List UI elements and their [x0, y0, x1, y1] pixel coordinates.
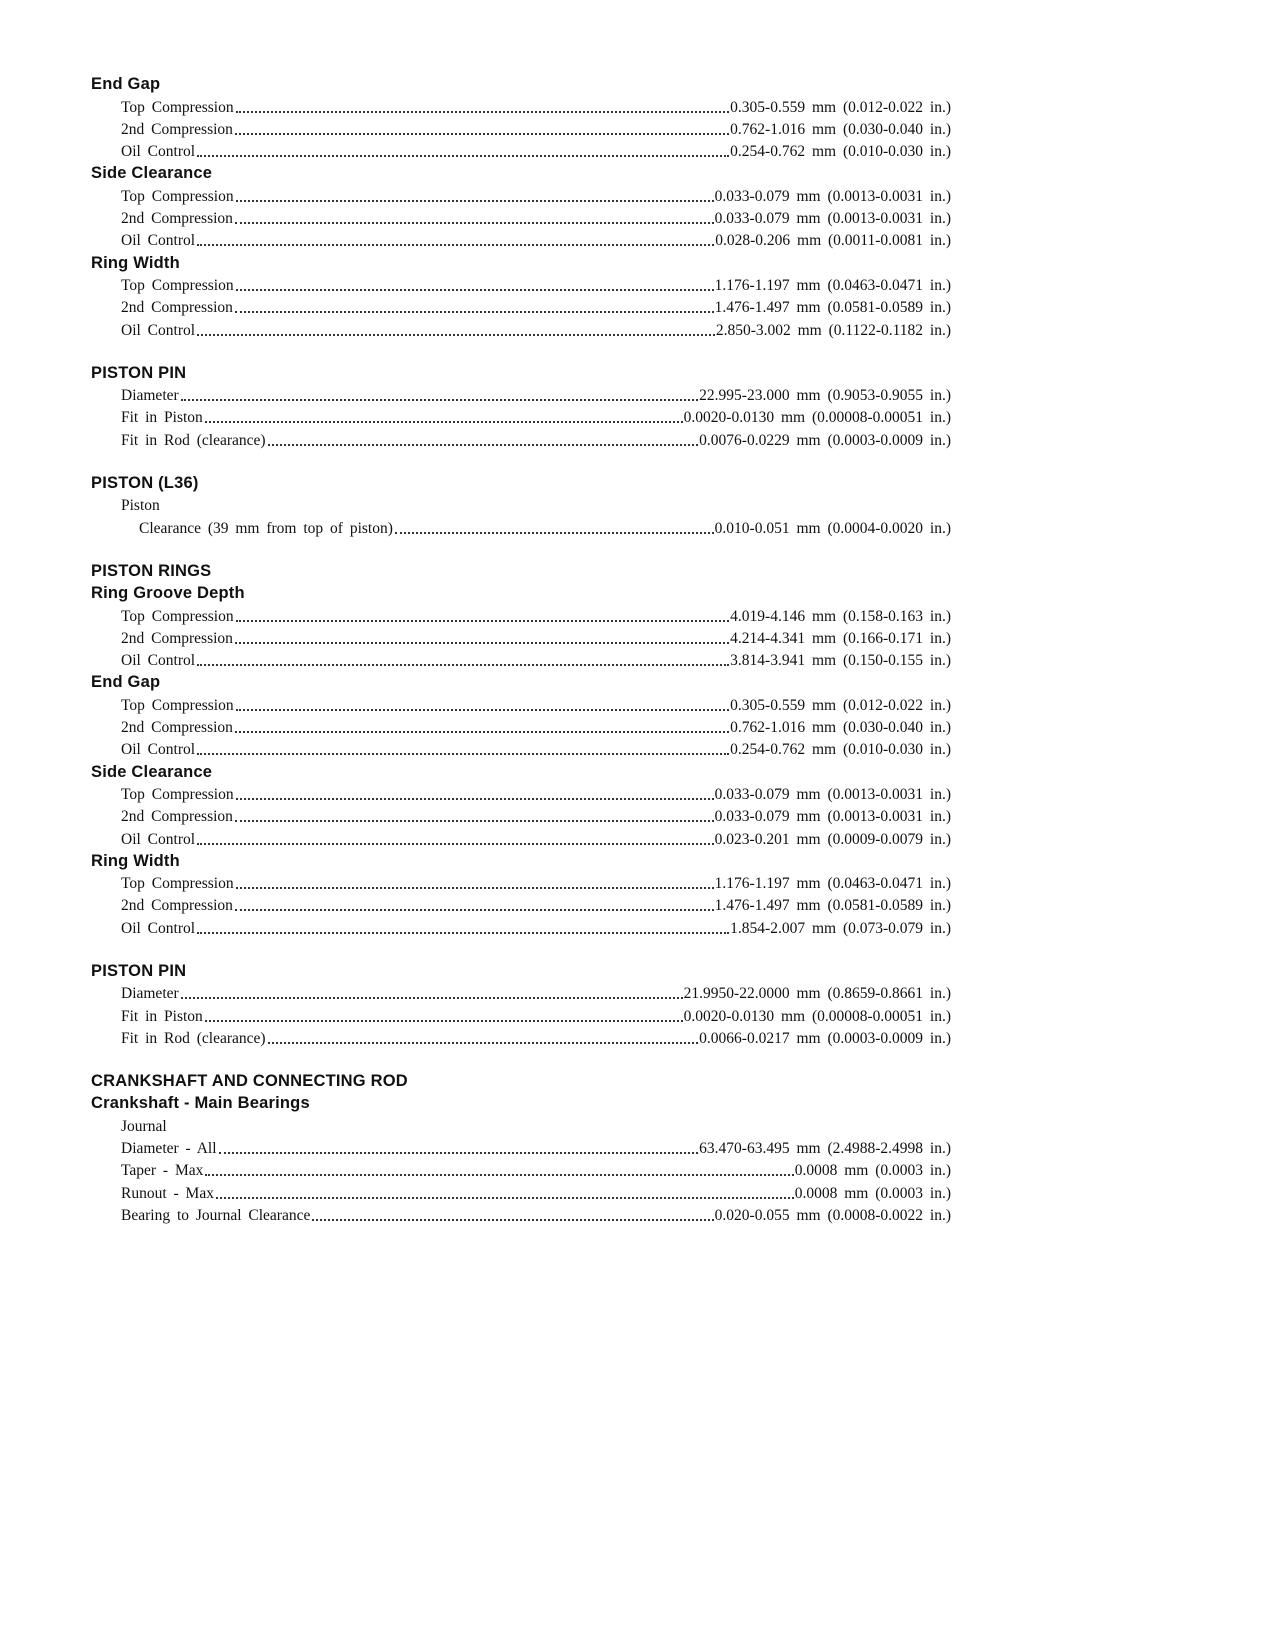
dot-leader	[268, 1041, 699, 1044]
spec-value: 1.476-1.497 mm (0.0581-0.0589 in.)	[714, 897, 951, 915]
section-spacer	[91, 1048, 951, 1069]
spec-row	[91, 915, 951, 937]
spec-row	[91, 893, 951, 915]
spec-value: 1.476-1.497 mm (0.0581-0.0589 in.)	[714, 299, 951, 317]
spec-value: 4.019-4.146 mm (0.158-0.163 in.)	[730, 607, 951, 625]
dot-leader	[181, 398, 699, 401]
dot-leader	[236, 886, 714, 889]
section-heading-crankshaft-main-bearings: Crankshaft - Main Bearings	[91, 1094, 310, 1113]
dot-leader	[236, 288, 714, 291]
spec-label: Fit in Piston	[121, 409, 203, 427]
section-spacer	[91, 938, 951, 959]
spec-label: 2nd Compression	[121, 629, 233, 647]
spec-label: Top Compression	[121, 607, 234, 625]
spec-label: Oil Control	[121, 652, 196, 670]
spec-value: 0.033-0.079 mm (0.0013-0.0031 in.)	[714, 785, 951, 803]
spec-row	[91, 206, 951, 228]
spec-row	[91, 715, 951, 737]
dot-leader	[395, 531, 714, 534]
dot-leader	[235, 908, 714, 911]
spec-value: 0.0020-0.0130 mm (0.00008-0.00051 in.)	[683, 409, 951, 427]
spec-row	[91, 804, 951, 826]
dot-leader	[235, 641, 729, 644]
dot-leader	[236, 797, 714, 800]
dot-leader	[236, 199, 714, 202]
spec-value: 2.850-3.002 mm (0.1122-0.1182 in.)	[715, 321, 951, 339]
spec-row	[91, 273, 951, 295]
dot-leader	[235, 132, 729, 135]
spec-label: Oil Control	[121, 232, 196, 250]
dot-leader	[235, 221, 714, 224]
dot-leader	[312, 1218, 713, 1221]
dot-leader	[236, 110, 730, 113]
spec-label: 2nd Compression	[121, 210, 233, 228]
spec-label: Taper - Max	[121, 1162, 204, 1180]
section-spacer	[91, 450, 951, 471]
spec-row	[91, 1026, 951, 1048]
subheading-journal: Journal	[121, 1117, 167, 1135]
dot-leader	[197, 752, 729, 755]
spec-row	[91, 405, 951, 427]
spec-row	[91, 139, 951, 161]
spec-value: 1.176-1.197 mm (0.0463-0.0471 in.)	[714, 276, 951, 294]
section-heading-end-gap: End Gap	[91, 673, 161, 692]
dot-leader	[205, 420, 683, 423]
spec-label: Fit in Rod (clearance)	[121, 1029, 266, 1047]
spec-value: 0.023-0.201 mm (0.0009-0.0079 in.)	[714, 830, 951, 848]
spec-label: Top Compression	[121, 785, 234, 803]
dot-leader	[219, 1151, 699, 1154]
dot-leader	[235, 730, 729, 733]
spec-row	[91, 782, 951, 804]
spec-value: 21.9950-22.0000 mm (0.8659-0.8661 in.)	[683, 985, 951, 1003]
spec-document	[91, 72, 951, 1225]
spec-row	[91, 1180, 951, 1202]
section-spacer	[91, 340, 951, 361]
spec-label: Bearing to Journal Clearance	[121, 1206, 311, 1224]
subheading-piston: Piston	[121, 497, 160, 515]
dot-leader	[197, 333, 715, 336]
spec-value: 22.995-23.000 mm (0.9053-0.9055 in.)	[699, 387, 951, 405]
spec-row	[91, 295, 951, 317]
spec-label: Top Compression	[121, 276, 234, 294]
section-heading-crankshaft-and-connecting-rod: CRANKSHAFT AND CONNECTING ROD	[91, 1072, 408, 1091]
dot-leader	[235, 310, 714, 313]
spec-label: Diameter - All	[121, 1140, 217, 1158]
section-heading-piston-pin: PISTON PIN	[91, 363, 187, 382]
spec-row	[91, 981, 951, 1003]
spec-row	[91, 94, 951, 116]
dot-leader	[181, 996, 683, 999]
spec-row	[91, 603, 951, 625]
section-heading-ring-width: Ring Width	[91, 253, 180, 272]
spec-value: 0.0076-0.0229 mm (0.0003-0.0009 in.)	[699, 431, 951, 449]
spec-row	[91, 648, 951, 670]
spec-row	[91, 317, 951, 339]
spec-value: 1.854-2.007 mm (0.073-0.079 in.)	[730, 919, 951, 937]
section-heading-ring-groove-depth: Ring Groove Depth	[91, 584, 245, 603]
spec-value: 0.305-0.559 mm (0.012-0.022 in.)	[730, 98, 951, 116]
spec-value: 0.254-0.762 mm (0.010-0.030 in.)	[730, 143, 951, 161]
dot-leader	[268, 443, 699, 446]
spec-value: 0.305-0.559 mm (0.012-0.022 in.)	[730, 696, 951, 714]
spec-row	[91, 1158, 951, 1180]
spec-value: 0.0008 mm (0.0003 in.)	[794, 1162, 951, 1180]
spec-label: 2nd Compression	[121, 897, 233, 915]
spec-label: Oil Control	[121, 143, 196, 161]
section-heading-end-gap: End Gap	[91, 75, 161, 94]
spec-label: Runout - Max	[121, 1184, 214, 1202]
spec-value: 0.020-0.055 mm (0.0008-0.0022 in.)	[714, 1206, 951, 1224]
dot-leader	[205, 1019, 683, 1022]
dot-leader	[197, 842, 714, 845]
spec-value: 0.010-0.051 mm (0.0004-0.0020 in.)	[714, 519, 951, 537]
spec-label: Oil Control	[121, 741, 196, 759]
spec-value: 0.033-0.079 mm (0.0013-0.0031 in.)	[714, 187, 951, 205]
dot-leader	[236, 708, 730, 711]
spec-label: 2nd Compression	[121, 808, 233, 826]
spec-value: 0.028-0.206 mm (0.0011-0.0081 in.)	[715, 232, 951, 250]
spec-label: Fit in Rod (clearance)	[121, 431, 266, 449]
spec-row	[91, 737, 951, 759]
dot-leader	[205, 1173, 793, 1176]
spec-row	[91, 1203, 951, 1225]
spec-row	[91, 117, 951, 139]
spec-label: Oil Control	[121, 321, 196, 339]
spec-label: Top Compression	[121, 696, 234, 714]
spec-row	[91, 383, 951, 405]
section-heading-piston-rings: PISTON RINGS	[91, 561, 212, 580]
dot-leader	[197, 154, 729, 157]
spec-row	[91, 626, 951, 648]
spec-label: Top Compression	[121, 875, 234, 893]
spec-row	[91, 427, 951, 449]
dot-leader	[235, 819, 714, 822]
spec-row	[91, 515, 951, 537]
section-heading-side-clearance: Side Clearance	[91, 164, 213, 183]
dot-leader	[197, 931, 729, 934]
spec-label: Fit in Piston	[121, 1007, 203, 1025]
section-spacer	[91, 538, 951, 559]
section-heading-piston-l36: PISTON (L36)	[91, 474, 199, 493]
spec-label: 2nd Compression	[121, 719, 233, 737]
spec-label: 2nd Compression	[121, 120, 233, 138]
dot-leader	[236, 619, 730, 622]
section-heading-side-clearance: Side Clearance	[91, 762, 213, 781]
spec-row	[91, 871, 951, 893]
spec-value: 1.176-1.197 mm (0.0463-0.0471 in.)	[714, 875, 951, 893]
spec-row	[91, 1003, 951, 1025]
spec-label: Oil Control	[121, 919, 196, 937]
dot-leader	[197, 663, 729, 666]
spec-value: 63.470-63.495 mm (2.4988-2.4998 in.)	[699, 1140, 951, 1158]
spec-row	[91, 228, 951, 250]
spec-value: 0.033-0.079 mm (0.0013-0.0031 in.)	[714, 808, 951, 826]
spec-label: Top Compression	[121, 187, 234, 205]
spec-value: 0.762-1.016 mm (0.030-0.040 in.)	[730, 120, 951, 138]
spec-row	[91, 183, 951, 205]
spec-value: 3.814-3.941 mm (0.150-0.155 in.)	[730, 652, 951, 670]
spec-label: Oil Control	[121, 830, 196, 848]
spec-label: 2nd Compression	[121, 299, 233, 317]
dot-leader	[216, 1196, 794, 1199]
spec-row	[91, 692, 951, 714]
spec-label: Top Compression	[121, 98, 234, 116]
spec-label: Diameter	[121, 985, 179, 1003]
spec-value: 0.762-1.016 mm (0.030-0.040 in.)	[730, 719, 951, 737]
spec-value: 0.0020-0.0130 mm (0.00008-0.00051 in.)	[683, 1007, 951, 1025]
section-heading-ring-width: Ring Width	[91, 851, 180, 870]
spec-value: 0.0008 mm (0.0003 in.)	[794, 1184, 951, 1202]
spec-value: 0.0066-0.0217 mm (0.0003-0.0009 in.)	[699, 1029, 951, 1047]
spec-label: Clearance (39 mm from top of piston)	[139, 519, 393, 537]
spec-row	[91, 1136, 951, 1158]
spec-value: 0.033-0.079 mm (0.0013-0.0031 in.)	[714, 210, 951, 228]
dot-leader	[197, 243, 714, 246]
spec-value: 4.214-4.341 mm (0.166-0.171 in.)	[730, 629, 951, 647]
spec-label: Diameter	[121, 387, 179, 405]
spec-value: 0.254-0.762 mm (0.010-0.030 in.)	[730, 741, 951, 759]
section-heading-piston-pin: PISTON PIN	[91, 961, 187, 980]
spec-row	[91, 826, 951, 848]
